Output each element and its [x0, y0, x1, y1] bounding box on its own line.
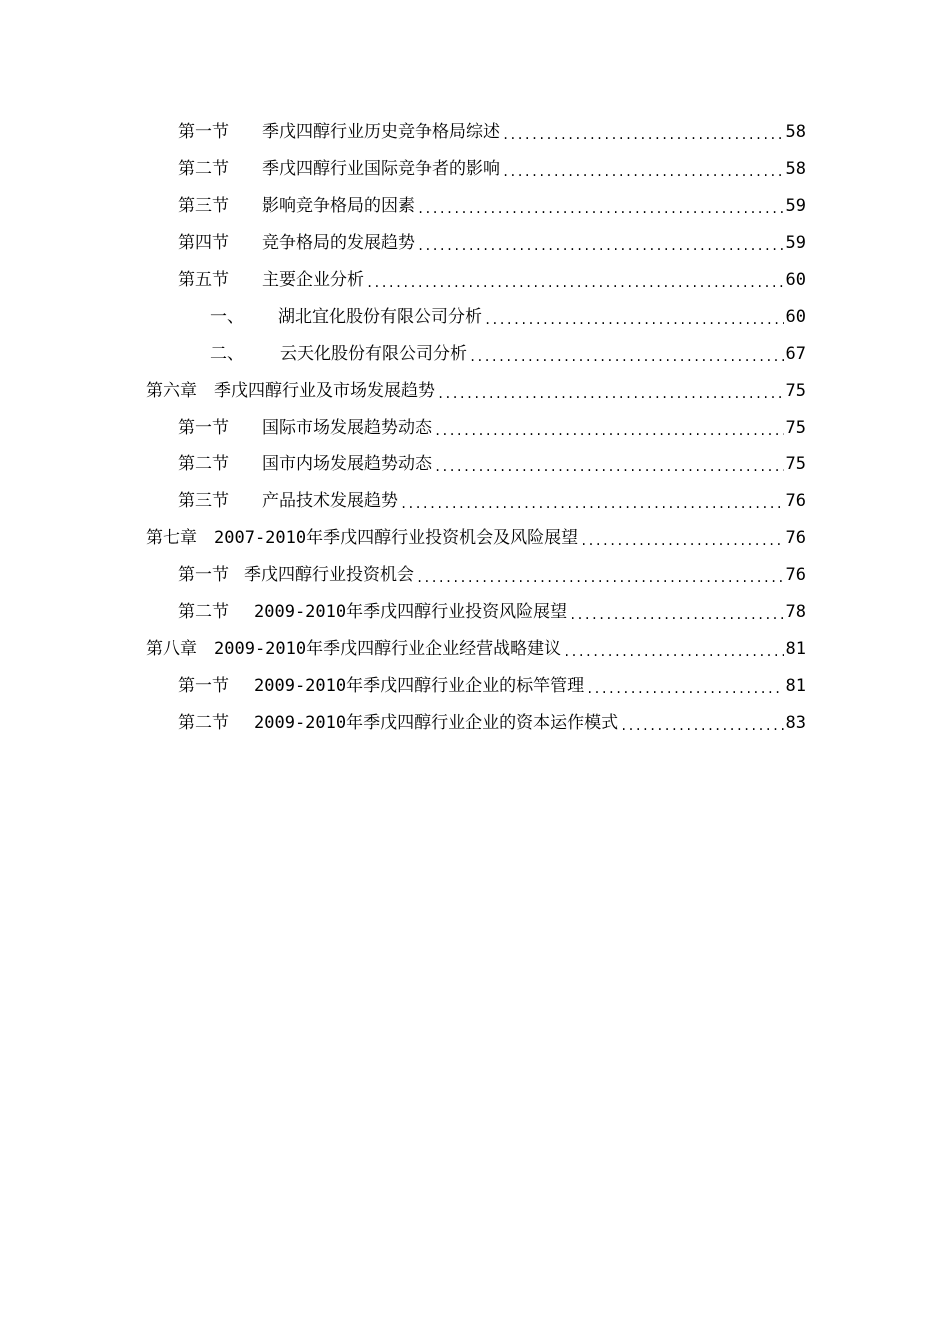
toc-entry-page: 58 [785, 122, 806, 143]
toc-entry[interactable] [178, 262, 806, 299]
dot-leader [366, 270, 784, 290]
toc-entry-number: 第二节 [178, 712, 229, 733]
dot-leader [416, 565, 784, 585]
dot-leader [620, 713, 783, 733]
toc-entry-title: 2009-2010年季戊四醇行业投资风险展望 [254, 602, 568, 623]
dot-leader [469, 344, 784, 364]
toc-entry-number: 第一节 [178, 565, 229, 586]
toc-entry-title: 国市内场发展趋势动态 [262, 454, 432, 475]
toc-entry-number: 第一节 [178, 675, 229, 696]
dot-leader [434, 454, 784, 474]
toc-entry-title: 2009-2010年季戊四醇行业企业的标竿管理 [254, 675, 585, 696]
toc-entry-chapter[interactable] [146, 520, 806, 557]
toc-entry-page: 76 [785, 528, 806, 549]
toc-entry-title: 2009-2010年季戊四醇行业企业的资本运作模式 [254, 712, 619, 733]
toc-entry-page: 60 [785, 270, 806, 290]
toc-entry-page: 76 [785, 491, 806, 512]
toc-entry-title: 竞争格局的发展趋势 [262, 233, 415, 254]
toc-entry-page: 83 [785, 712, 806, 733]
toc-entry-page: 67 [785, 343, 806, 364]
toc-entry[interactable] [178, 704, 806, 741]
toc-entry-title: 主要企业分析 [262, 270, 364, 290]
toc-entry-number: 第四节 [178, 233, 229, 254]
toc-entry-page: 81 [785, 638, 806, 659]
toc-entry-page: 75 [785, 417, 806, 438]
toc-entry[interactable] [210, 298, 806, 335]
toc-entry-title: 季戊四醇行业及市场发展趋势 [214, 380, 435, 401]
toc-entry[interactable] [178, 114, 806, 151]
dot-leader [563, 639, 783, 659]
toc-entry[interactable] [178, 483, 806, 520]
toc-entry-number: 第六章 [146, 380, 197, 401]
toc-entry-number: 第三节 [178, 196, 229, 217]
dot-leader [502, 122, 784, 142]
dot-leader [586, 676, 783, 696]
dot-leader [417, 196, 784, 216]
toc-entry-title: 影响竞争格局的因素 [262, 196, 415, 217]
toc-entry-number: 第一节 [178, 122, 229, 143]
toc-entry-title: 国际市场发展趋势动态 [262, 417, 432, 438]
toc-entry-page: 75 [785, 380, 806, 401]
toc-entry-title: 2007-2010年季戊四醇行业投资机会及风险展望 [214, 528, 579, 549]
toc-entry[interactable] [178, 409, 806, 446]
toc-entry[interactable] [210, 335, 806, 372]
dot-leader [400, 491, 784, 511]
dot-leader [434, 418, 784, 438]
table-of-contents [0, 114, 950, 741]
dot-leader [502, 159, 784, 179]
toc-entry-number: 第三节 [178, 491, 229, 512]
toc-entry-title: 云天化股份有限公司分析 [280, 343, 467, 364]
toc-entry-title: 湖北宜化股份有限公司分析 [278, 306, 482, 327]
toc-entry-number: 第二节 [178, 454, 229, 475]
dot-leader [580, 528, 783, 548]
toc-entry-page: 78 [785, 602, 806, 623]
toc-entry-title: 季戊四醇行业投资机会 [244, 565, 414, 586]
toc-entry-page: 75 [785, 454, 806, 475]
toc-entry-page: 59 [785, 196, 806, 217]
toc-entry[interactable] [178, 225, 806, 262]
dot-leader [484, 307, 784, 327]
toc-entry-title: 产品技术发展趋势 [262, 491, 398, 512]
dot-leader [569, 602, 783, 622]
toc-entry-page: 58 [785, 159, 806, 180]
toc-entry-page: 76 [785, 565, 806, 586]
toc-entry-title: 季戊四醇行业国际竞争者的影响 [262, 159, 500, 180]
toc-entry-page: 60 [785, 306, 806, 327]
toc-entry-title: 季戊四醇行业历史竞争格局综述 [262, 122, 500, 143]
toc-entry-chapter[interactable] [146, 630, 806, 667]
toc-entry-chapter[interactable] [146, 372, 806, 409]
toc-entry-number: 一、 [210, 306, 244, 327]
toc-entry-number: 二、 [210, 343, 244, 364]
toc-entry-number: 第一节 [178, 417, 229, 438]
toc-entry[interactable] [178, 446, 806, 483]
toc-entry-number: 第八章 [146, 638, 197, 659]
toc-entry-number: 第二节 [178, 159, 229, 180]
toc-entry-page: 59 [785, 233, 806, 254]
toc-entry[interactable] [178, 594, 806, 631]
toc-entry-number: 第二节 [178, 602, 229, 623]
toc-entry-number: 第五节 [178, 270, 229, 290]
toc-entry[interactable] [178, 188, 806, 225]
toc-entry-number: 第七章 [146, 528, 197, 549]
toc-entry-page: 81 [785, 675, 806, 696]
toc-entry[interactable] [178, 151, 806, 188]
toc-entry[interactable] [178, 667, 806, 704]
toc-entry[interactable] [178, 557, 806, 594]
dot-leader [417, 233, 784, 253]
dot-leader [437, 381, 784, 401]
toc-entry-title: 2009-2010年季戊四醇行业企业经营战略建议 [214, 638, 562, 659]
